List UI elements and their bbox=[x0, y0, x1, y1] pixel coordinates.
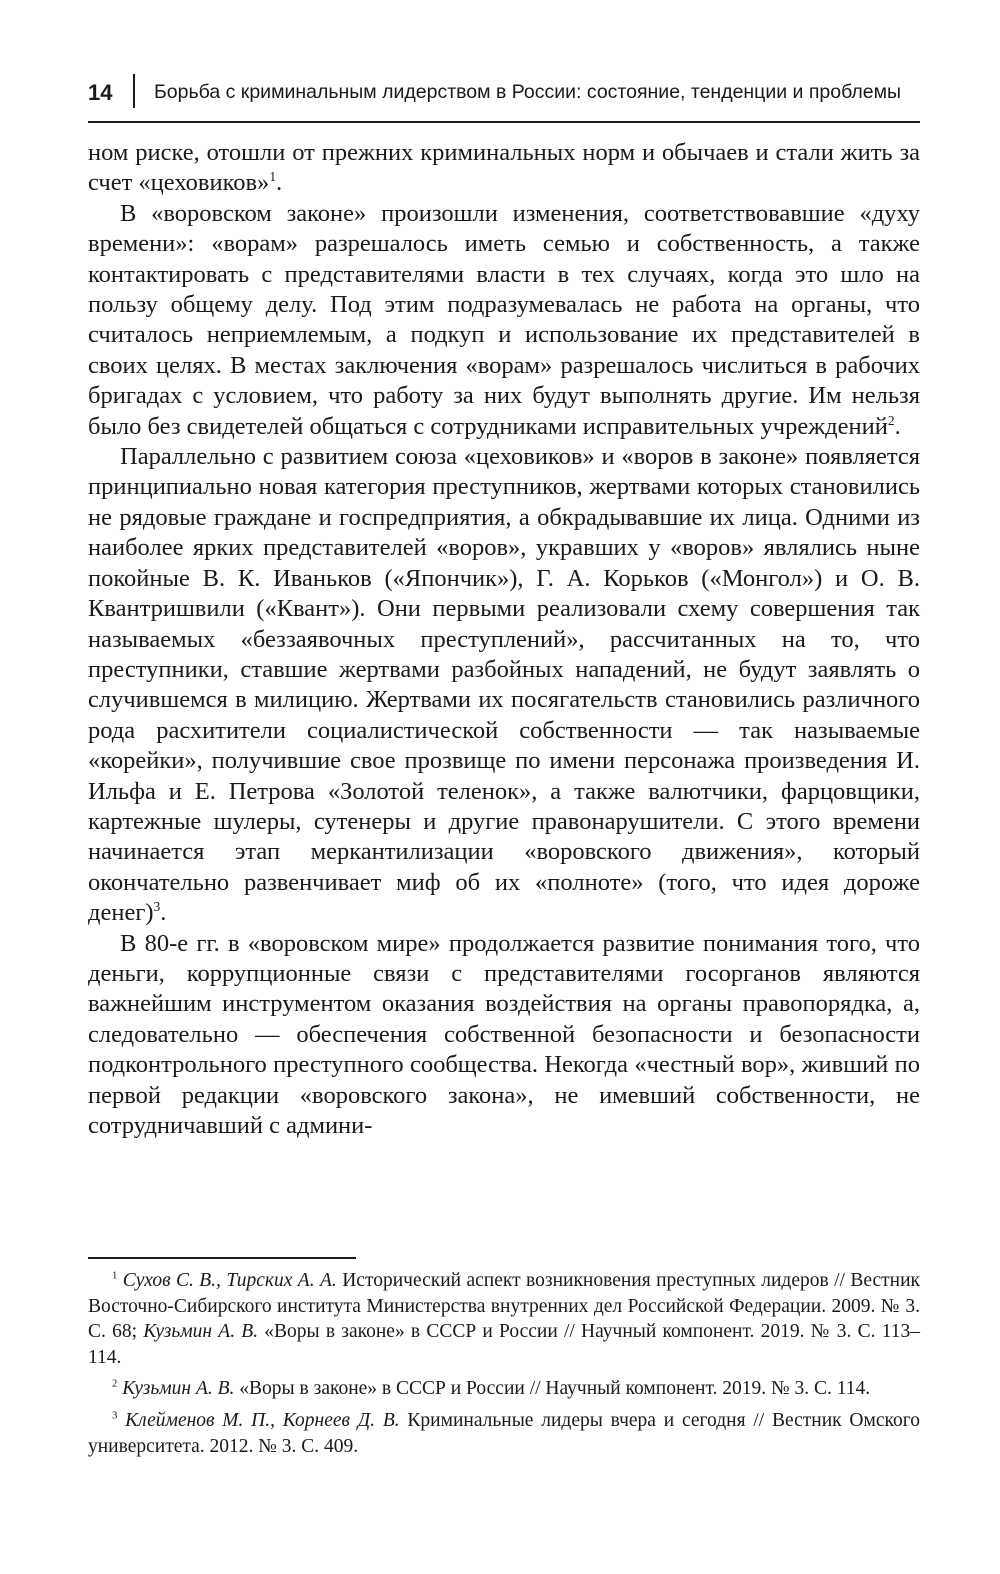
footnote-author: Кузьмин А. В. bbox=[122, 1378, 235, 1400]
header-rule bbox=[88, 121, 920, 123]
footnote-text: Криминальные лидеры вчера и сегодня // Вестник Омского университета. 2012. № 3. С. 409. bbox=[88, 1409, 921, 1457]
paragraph-continued bbox=[88, 138, 920, 199]
footnote-author: Сухов С. В., Тирских А. А. bbox=[122, 1270, 337, 1291]
paragraph-text: ном риске, отошли от прежних криминальных норм и обычаев и стали жить за счет «цеховиков» bbox=[88, 139, 920, 197]
footnote-ref: 2 bbox=[887, 412, 895, 428]
paragraph-end: . bbox=[160, 899, 167, 927]
paragraph-text: Параллельно с развитием союза «цеховиков» и «воров в законе» появляется принципиально новая категория преступников, жертвами которых становились не рядовые граждане и госпредприятия, а обкрадывавшие их лица. Одними из наиболее ярких представителей «воров», укравших у «воров» являлись ныне покойные В. К. Иваньков («Япончик»), Г. А. Корьков («Монгол») и О. В. Квантришвили («Квант»). Они первыми реализовали схему совершения так называемых «беззаявочных преступлений», рассчитанных на то, что преступники, ставшие жертвами разбойных нападений, не будут заявлять о случившемся в милицию. Жертвами их посягательств становились различного рода расхитители социалистической собственности — так называемые «корейки», получившие свое прозвище по имени персонажа произведения И. Ильфа и Е. Петрова «Золотой теленок», а также валютчики, фарцовщики, картежные шулеры, сутенеры и другие правонарушители. С этого времени начинается этап меркантилизации «воровского движения», который окончательно развенчивает миф об их «полноте» (того, что идея дороже денег) bbox=[88, 443, 920, 927]
body-text bbox=[88, 138, 920, 1141]
paragraph bbox=[88, 929, 920, 1142]
paragraph bbox=[88, 199, 920, 442]
footnote-3 bbox=[88, 1408, 920, 1459]
footnote-number: 2 bbox=[112, 1377, 118, 1390]
footnote-2 bbox=[88, 1376, 920, 1402]
paragraph bbox=[88, 442, 920, 929]
running-title: Борьба с криминальным лидерством в России: состояние, тенденции и проблемы bbox=[154, 81, 902, 103]
footnote-ref: 1 bbox=[269, 169, 277, 185]
header-separator bbox=[133, 74, 135, 108]
footnote-author: Кузьмин А. В. bbox=[143, 1321, 259, 1343]
page-number: 14 bbox=[88, 80, 113, 105]
footnotes bbox=[88, 1268, 920, 1465]
running-header bbox=[88, 72, 920, 114]
footnote-1 bbox=[88, 1268, 920, 1370]
footnote-ref: 3 bbox=[153, 899, 161, 914]
footnote-text: Исторический аспект возникновения преступных лидеров // Вестник Восточно-Сибирского института Министерства внутренних дел Российской Федерации. 2009. № 3. С. 68; bbox=[88, 1270, 921, 1343]
footnote-rule bbox=[88, 1257, 356, 1259]
footnote-author: Клейменов М. П., Корнеев Д. В. bbox=[125, 1409, 400, 1431]
paragraph-end: . bbox=[894, 412, 901, 440]
footnote-number: 3 bbox=[112, 1409, 118, 1422]
footnote-text: «Воры в законе» в СССР и России // Научный компонент. 2019. № 3. С. 114. bbox=[234, 1378, 871, 1400]
footnote-number: 1 bbox=[112, 1269, 118, 1282]
footnote-text: «Воры в законе» в СССР и России // Научный компонент. 2019. № 3. С. 113–114. bbox=[88, 1321, 921, 1368]
paragraph-end: . bbox=[276, 169, 283, 197]
paragraph-text: В «воровском законе» произошли изменения, соответствовавшие «духу времени»: «ворам» разрешалось иметь семью и собственность, а также контактировать с представителями власти в тех случаях, когда это шло на пользу общему делу. Под этим подразумевалась не работа на органы, что считалось неприемлемым, а подкуп и использование их представителей в своих целях. В местах заключения «ворам» разрешалось числиться в рабочих бригадах с условием, что работу за них будут выполнять другие. Им нельзя было без свидетелей общаться с сотрудниками исправительных учреждений bbox=[88, 199, 920, 440]
paragraph-text: В 80-е гг. в «воровском мире» продолжается развитие понимания того, что деньги, коррупционные связи с представителями госорганов являются важнейшим инструментом оказания воздействия на органы правопорядка, а, следовательно — обеспечения собственной безопасности и безопасности подконтрольного преступного сообщества. Некогда «честный вор», живший по первой редакции «воровского закона», не имевший собственности, не сотрудничавший с админи- bbox=[88, 929, 920, 1139]
